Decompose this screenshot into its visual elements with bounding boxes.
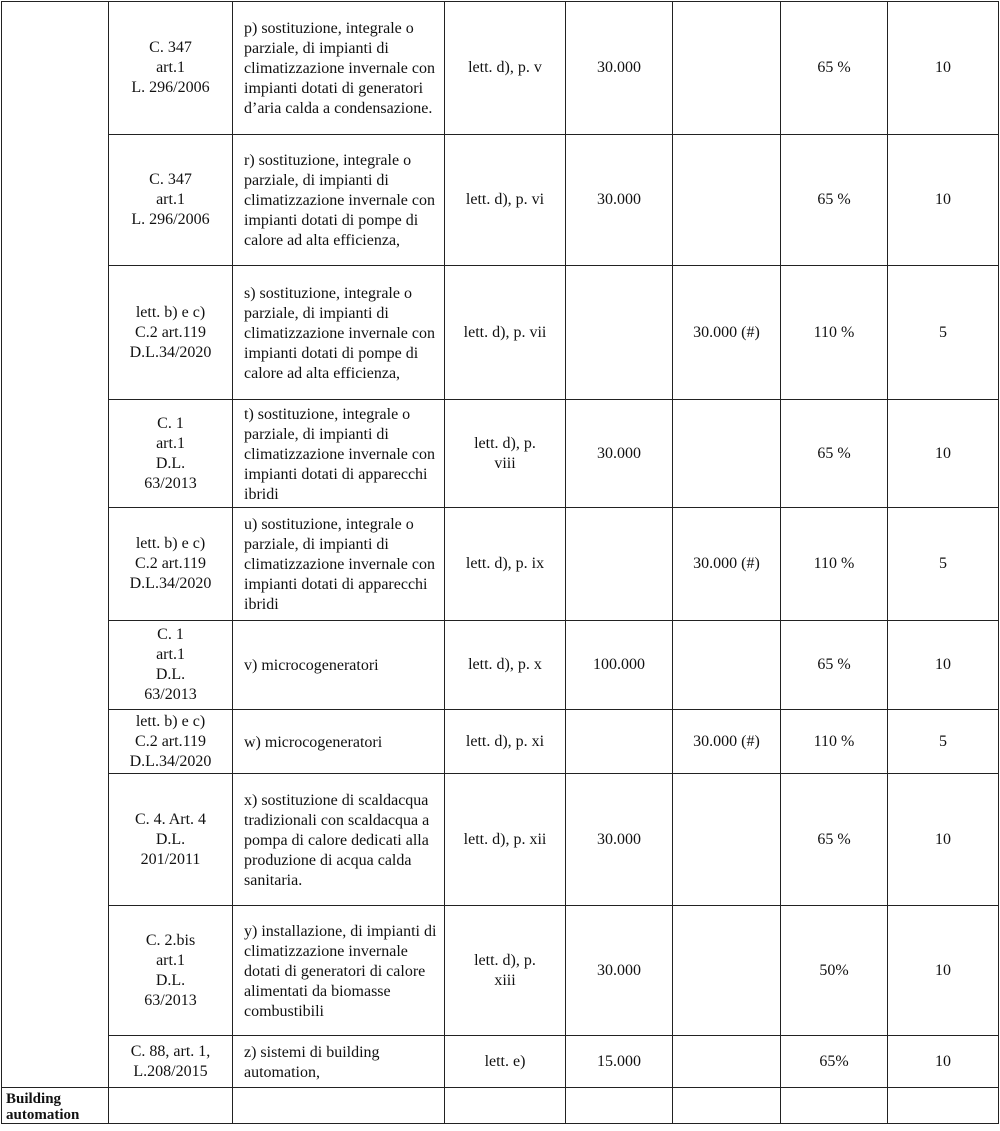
letter-reference-cell [445,710,566,774]
legal-reference-cell [109,400,233,508]
intervention-description-text: z) sistemi di building automation, [244,1043,380,1081]
deduction-percent-text: 110 % [813,555,855,572]
letter-reference-cell [445,135,566,266]
max-amount-superbonus-cell [673,621,781,710]
years-text: 10 [935,1052,951,1070]
intervention-description-cell [233,774,445,906]
intervention-description-text: s) sostituzione, integrale o parziale, di impianti di climatizzazione invernale con impianti dotati di pompe di calore ad alta efficienza, [244,284,436,382]
max-amount-text: 30.000 [597,191,641,208]
years-cell [888,266,999,400]
intervention-description-cell [233,508,445,621]
max-amount-superbonus-text: 30.000 (#) [693,323,760,341]
years-cell [888,2,999,135]
max-amount-cell [566,1036,673,1088]
intervention-description-cell [233,1036,445,1088]
legal-reference-text: C. 4. Art. 4 D.L. 201/2011 [134,810,207,868]
max-amount-text: 15.000 [597,1052,641,1070]
max-amount-cell [566,774,673,906]
deduction-percent-cell [781,2,888,135]
intervention-description-cell [233,135,445,266]
table-row [2,508,999,621]
max-amount-cell [566,2,673,135]
legal-reference-cell [109,135,233,266]
letter-reference-cell [445,400,566,508]
table-row [2,1036,999,1088]
legal-reference-cell [109,1036,233,1088]
table-row [2,266,999,400]
deduction-percent-text: 65% [819,1052,849,1070]
years-text: 5 [939,732,947,750]
years-text: 5 [939,555,947,572]
letter-reference-text: lett. d), p. xiii [474,951,536,989]
legal-reference-cell [109,2,233,135]
empty-cell [566,1088,673,1124]
years-cell [888,774,999,906]
intervention-description-cell [233,621,445,710]
years-text: 10 [935,830,951,848]
table-row [2,400,999,508]
letter-reference-cell [445,621,566,710]
legal-reference-text: lett. b) e c) C.2 art.119 D.L.34/2020 [129,712,212,770]
letter-reference-text: lett. d), p. vi [465,191,545,208]
deduction-percent-cell [781,774,888,906]
max-amount-superbonus-cell [673,508,781,621]
letter-reference-text: lett. e) [484,1052,526,1070]
deduction-percent-cell [781,710,888,774]
intervention-description-text: v) microcogeneratori [244,657,379,674]
intervention-description-cell [233,400,445,508]
legal-reference-cell [109,508,233,621]
max-amount-superbonus-cell [673,135,781,266]
intervention-description-cell [233,906,445,1036]
legal-reference-text: C. 1 art.1 D.L. 63/2013 [144,626,197,703]
years-cell [888,400,999,508]
deduction-percent-cell [781,400,888,508]
legal-reference-text: C. 347 art.1 L. 296/2006 [131,171,210,228]
max-amount-superbonus-cell [673,400,781,508]
years-cell [888,508,999,621]
deduction-percent-cell [781,135,888,266]
intervention-description-text: r) sostituzione, integrale o parziale, di impianti di climatizzazione invernale con impianti dotati di pompe di calore ad alta efficienza, [244,152,436,249]
table-body [2,2,999,1124]
years-text: 10 [935,961,951,979]
years-cell [888,1036,999,1088]
max-amount-text: 30.000 [597,59,641,76]
intervention-description-text: y) installazione, di impianti di climatizzazione invernale dotati di generatori di calore alimentati da biomasse combustibili [244,922,437,1020]
letter-reference-text: lett. d), p. x [468,656,542,673]
years-cell [888,906,999,1036]
max-amount-cell [566,710,673,774]
deduction-percent-cell [781,266,888,400]
table-footer-row [2,1088,999,1124]
years-text: 10 [935,656,951,673]
letter-reference-text: lett. d), p. xii [463,830,547,848]
years-text: 10 [935,59,951,76]
deduction-percent-text: 65 % [817,59,851,76]
empty-cell [109,1088,233,1124]
category-cell-empty [2,2,109,1088]
letter-reference-cell [445,2,566,135]
years-text: 10 [935,191,951,208]
table-row [2,774,999,906]
max-amount-cell [566,508,673,621]
max-amount-cell [566,266,673,400]
legal-reference-text: C. 347 art.1 L. 296/2006 [131,39,210,96]
max-amount-cell [566,906,673,1036]
years-cell [888,621,999,710]
deduction-percent-text: 110 % [813,732,855,750]
letter-reference-text: lett. d), p. viii [474,434,536,472]
letter-reference-cell [445,774,566,906]
deduction-percent-text: 110 % [813,323,855,341]
table-row [2,906,999,1036]
intervention-description-cell [233,710,445,774]
legal-reference-text: C. 2.bis art.1 D.L. 63/2013 [144,931,197,1009]
max-amount-superbonus-cell [673,774,781,906]
legal-reference-cell [109,906,233,1036]
category-cell [2,1088,109,1124]
years-text: 10 [935,444,951,462]
max-amount-superbonus-cell [673,1036,781,1088]
incentives-table [1,1,999,1124]
intervention-description-text: p) sostituzione, integrale o parziale, di impianti di climatizzazione invernale con impianti dotati di generatori d’aria calda a condensazione. [244,20,436,117]
max-amount-text: 100.000 [593,656,645,673]
deduction-percent-text: 65 % [817,656,851,673]
intervention-description-text: w) microcogeneratori [244,733,383,751]
letter-reference-text: lett. d), p. v [468,59,542,76]
empty-cell [673,1088,781,1124]
years-text: 5 [939,323,947,341]
max-amount-text: 30.000 [597,444,641,462]
letter-reference-cell [445,266,566,400]
deduction-percent-cell [781,508,888,621]
empty-cell [445,1088,566,1124]
letter-reference-cell [445,508,566,621]
legal-reference-text: C. 1 art.1 D.L. 63/2013 [144,414,197,492]
deduction-percent-text: 65 % [817,444,851,462]
years-cell [888,135,999,266]
legal-reference-cell [109,774,233,906]
legal-reference-cell [109,710,233,774]
empty-cell [781,1088,888,1124]
table-row [2,2,999,135]
legal-reference-text: lett. b) e c) C.2 art.119 D.L.34/2020 [129,535,212,592]
empty-cell [233,1088,445,1124]
max-amount-superbonus-cell [673,266,781,400]
deduction-percent-text: 50% [819,961,849,979]
empty-cell [888,1088,999,1124]
deduction-percent-text: 65 % [817,830,851,848]
deduction-percent-cell [781,906,888,1036]
years-cell [888,710,999,774]
category-label: Building automation [6,1090,80,1123]
max-amount-superbonus-text: 30.000 (#) [693,732,760,750]
deduction-percent-cell [781,1036,888,1088]
letter-reference-text: lett. d), p. vii [463,323,547,341]
legal-reference-cell [109,266,233,400]
letter-reference-cell [445,906,566,1036]
letter-reference-text: lett. d), p. xi [465,732,545,750]
letter-reference-text: lett. d), p. ix [465,555,545,572]
max-amount-superbonus-cell [673,710,781,774]
table-row [2,621,999,710]
max-amount-cell [566,621,673,710]
max-amount-superbonus-cell [673,906,781,1036]
max-amount-superbonus-text: 30.000 (#) [693,555,760,572]
legal-reference-cell [109,621,233,710]
letter-reference-cell [445,1036,566,1088]
max-amount-cell [566,135,673,266]
max-amount-cell [566,400,673,508]
legal-reference-text: lett. b) e c) C.2 art.119 D.L.34/2020 [129,303,212,361]
deduction-percent-cell [781,621,888,710]
intervention-description-text: t) sostituzione, integrale o parziale, di impianti di climatizzazione invernale con impianti dotati di apparecchi ibridi [244,405,436,503]
max-amount-text: 30.000 [597,830,641,848]
intervention-description-cell [233,266,445,400]
intervention-description-text: u) sostituzione, integrale o parziale, di impianti di climatizzazione invernale con impianti dotati di apparecchi ibridi [244,516,436,613]
legal-reference-text: C. 88, art. 1, L.208/2015 [130,1042,211,1080]
max-amount-superbonus-cell [673,2,781,135]
deduction-percent-text: 65 % [817,191,851,208]
max-amount-text: 30.000 [597,961,641,979]
intervention-description-text: x) sostituzione di scaldacqua tradizionali con scaldacqua a pompa di calore dedicati alla produzione di acqua calda sanitaria. [244,791,430,889]
table-row [2,710,999,774]
intervention-description-cell [233,2,445,135]
table-row [2,135,999,266]
